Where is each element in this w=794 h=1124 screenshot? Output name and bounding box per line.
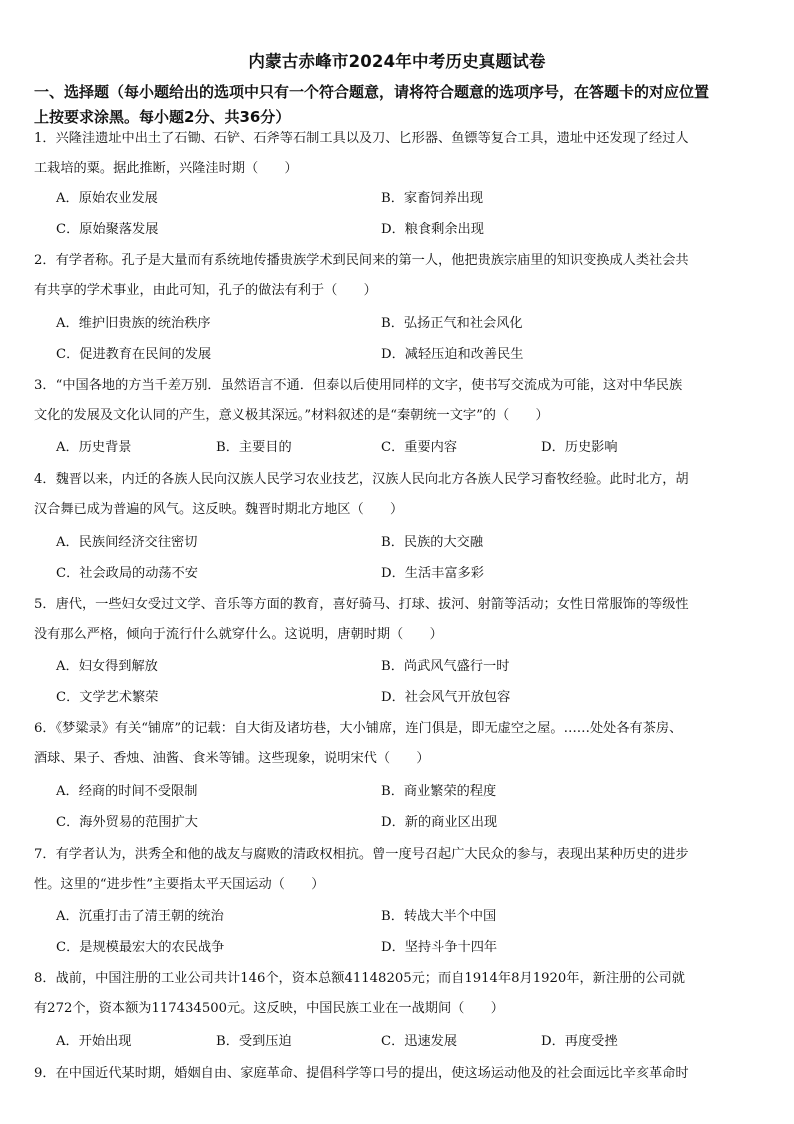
option-c[interactable]: C．重要内容 [381,440,458,455]
section-heading-line-1: 一、选择题（每小题给出的选项中只有一个符合题意，请将符合题意的选项序号，在答题卡的对应位置 [34,83,710,101]
question-stem-line: 有272个，资本额为117434500元。这反映，中国民族工业在一战期间（ ） [34,1001,504,1016]
option-b[interactable]: B．商业繁荣的程度 [381,784,497,799]
question-stem-line: 1．兴隆洼遗址中出土了石锄、石铲、石斧等石制工具以及刀、匕形器、鱼镖等复合工具，遗址中还发现了经过人 [34,131,689,146]
option-a[interactable]: A．历史背景 [56,440,132,455]
question-stem-line: 3．“中国各地的方当千差万别．虽然语言不通．但泰以后使用同样的文字，使书写交流成为可能，这对中华民族 [34,378,683,393]
question-stem-line: 5．唐代，一些妇女受过文学、音乐等方面的教育，喜好骑马、打球、拔河、射箭等活动；女性日常服饰的等级性 [34,597,689,612]
question-4-stem [34,465,762,525]
option-b[interactable]: B．民族的大交融 [381,535,484,550]
question-stem-line: 汉合舞已成为普遍的风气。这反映。魏晋时期北方地区（ ） [34,502,404,517]
question-stem-line: 没有那么严格，倾向于流行什么就穿什么。这说明，唐朝时期（ ） [34,627,443,642]
question-2-stem [34,246,762,306]
option-c[interactable]: C．促进教育在民间的发展 [56,347,212,362]
question-stem-line: 6．《梦粱录》有关“铺席”的记载：自大街及诸坊巷，大小铺席，连门俱是，即无虚空之屋。……处处各有茶房、 [34,721,683,736]
option-c[interactable]: C．文学艺术繁荣 [56,690,159,705]
option-b[interactable]: B．主要目的 [216,440,292,455]
question-3-stem [34,371,762,431]
option-a[interactable]: A．经商的时间不受限制 [56,784,198,799]
question-9-stem [34,1059,762,1089]
question-stem-line: 文化的发展及文化认同的产生，意义极其深远。”材料叙述的是“秦朝统一文字”的（ ） [34,408,549,423]
option-d[interactable]: D．生活丰富多彩 [381,566,484,581]
exam-title: 内蒙古赤峰市2024年中考历史真题试卷 [248,52,546,71]
option-a[interactable]: A．妇女得到解放 [56,659,158,674]
option-c[interactable]: C．原始聚落发展 [56,222,159,237]
option-b[interactable]: B．家畜饲养出现 [381,191,484,206]
question-7-stem [34,840,762,900]
question-8-stem [34,964,762,1024]
question-stem-line: 9．在中国近代某时期，婚姻自由、家庭革命、提倡科学等口号的提出，使这场运动他及的社会面远比辛亥革命时 [34,1066,689,1081]
option-b[interactable]: B．转战大半个中国 [381,909,497,924]
option-a[interactable]: A．民族间经济交往密切 [56,535,198,550]
option-c[interactable]: C．社会政局的动荡不安 [56,566,198,581]
option-d[interactable]: D．粮食剩余出现 [381,222,484,237]
option-d[interactable]: D．再度受挫 [541,1034,618,1049]
question-stem-line: 有共享的学术事业，由此可知，孔子的做法有利于（ ） [34,283,377,298]
question-stem-line: 工栽培的粟。据此推断，兴隆洼时期（ ） [34,161,298,176]
option-d[interactable]: D．新的商业区出现 [381,815,498,830]
option-c[interactable]: C．海外贸易的范围扩大 [56,815,198,830]
option-d[interactable]: D．社会风气开放包容 [381,690,511,705]
question-5-stem [34,590,762,650]
question-stem-line: 8．战前，中国注册的工业公司共计146个，资本总额41148205元；而自1914年8月1920年，新注册的公司就 [34,971,685,986]
option-d[interactable]: D．历史影响 [541,440,618,455]
option-a[interactable]: A．开始出现 [56,1034,132,1049]
question-stem-line: 7．有学者认为，洪秀全和他的战友与腐败的清政权相抗。曾一度号召起广大民众的参与，表现出某种历史的进步 [34,847,689,862]
option-a[interactable]: A．原始农业发展 [56,191,158,206]
question-stem-line: 酒球、果子、香烛、油酱、食米等铺。这些现象，说明宋代（ ） [34,751,430,766]
question-stem-line: 性。这里的“进步性”主要指太平天国运动（ ） [34,877,325,892]
option-c[interactable]: C．迅速发展 [381,1034,458,1049]
question-stem-line: 2．有学者称。孔子是大量而有系统地传播贵族学术到民间来的第一人，他把贵族宗庙里的知识变换成人类社会共 [34,253,689,268]
option-d[interactable]: D．减轻压迫和改善民生 [381,347,524,362]
question-6-stem [34,714,762,774]
option-a[interactable]: A．维护旧贵族的统治秩序 [56,316,211,331]
option-c[interactable]: C．是规模最宏大的农民战争 [56,940,225,955]
question-stem-line: 4．魏晋以来，内迁的各族人民向汉族人民学习农业技艺，汉族人民向北方各族人民学习畜牧经验。此时北方，胡 [34,472,689,487]
question-1-stem [34,124,762,184]
option-d[interactable]: D．坚持斗争十四年 [381,940,498,955]
section-heading-choice [34,80,762,130]
option-b[interactable]: B．尚武风气盛行一时 [381,659,510,674]
option-a[interactable]: A．沉重打击了清王朝的统治 [56,909,224,924]
section-heading-line-2: 上按要求涂黑。每小题2分、共36分） [34,108,291,126]
option-b[interactable]: B．弘扬正气和社会风化 [381,316,523,331]
option-b[interactable]: B．受到压迫 [216,1034,292,1049]
